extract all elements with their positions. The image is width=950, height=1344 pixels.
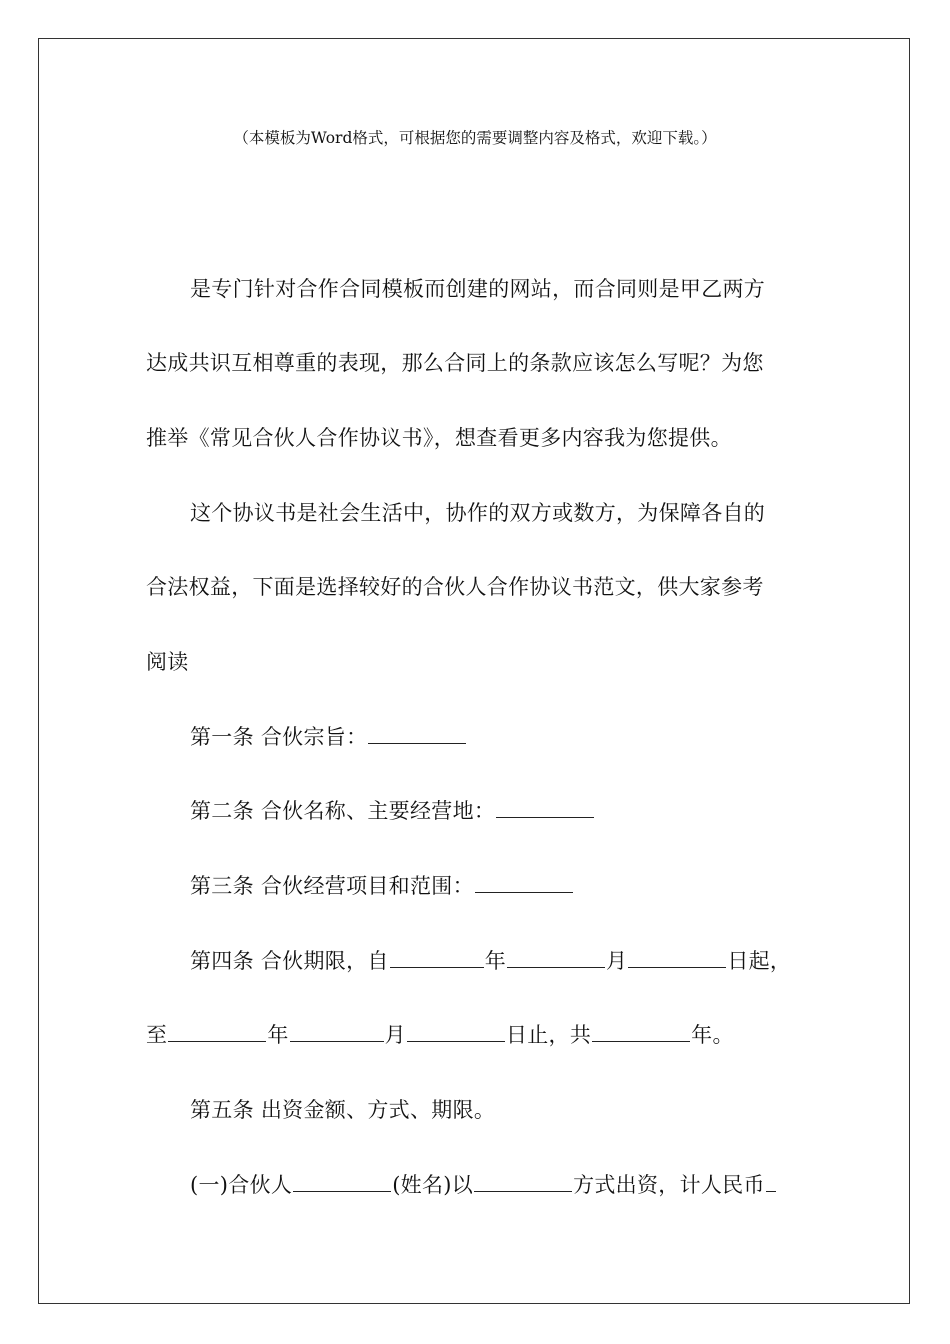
end-year-blank[interactable] (168, 1041, 266, 1042)
partner-label: (一)合伙人 (190, 1173, 293, 1197)
template-note: （本模板为Word格式，可根据您的需要调整内容及格式，欢迎下载。） (233, 129, 717, 147)
article-2-blank[interactable] (496, 817, 594, 818)
article-5: 第五条 出资金额、方式、期限。 (190, 1098, 496, 1122)
intro-line-1: 是专门针对合作合同模板而创建的网站，而合同则是甲乙两方 (190, 277, 766, 301)
article-1-blank[interactable] (368, 743, 466, 744)
amount-blank[interactable] (766, 1191, 776, 1192)
year-label: 年 (484, 949, 506, 973)
end-month-blank[interactable] (290, 1041, 384, 1042)
start-year-blank[interactable] (390, 967, 484, 968)
start-day-blank[interactable] (628, 967, 726, 968)
article-3-blank[interactable] (475, 892, 573, 893)
partner-name-blank[interactable] (293, 1191, 391, 1192)
article-3 (190, 876, 574, 897)
article-2-text: 第二条 合伙名称、主要经营地： (190, 799, 496, 823)
day-start-label: 日起， (727, 949, 792, 973)
article-4-text: 第四条 合伙期限，自 (190, 949, 389, 973)
article-1 (190, 727, 467, 748)
article-5-item-1 (190, 1175, 777, 1196)
start-month-blank[interactable] (507, 967, 605, 968)
to-label: 至 (146, 1023, 168, 1047)
article-4-line-2 (146, 1025, 734, 1046)
month-label: 月 (606, 949, 628, 973)
description-line-2: 合法权益，下面是选择较好的合伙人合作协议书范文，供大家参考 (146, 575, 764, 599)
total-years-blank[interactable] (592, 1041, 690, 1042)
article-2 (190, 801, 595, 822)
article-4-line-1 (190, 951, 791, 972)
description-line-3: 阅读 (146, 650, 189, 674)
contribution-method-blank[interactable] (474, 1191, 572, 1192)
description-line-1: 这个协议书是社会生活中，协作的双方或数方，为保障各自的 (190, 501, 766, 525)
year-end-label: 年。 (691, 1023, 734, 1047)
article-3-text: 第三条 合伙经营项目和范围： (190, 874, 474, 898)
article-1-text: 第一条 合伙宗旨： (190, 725, 368, 749)
day-end-label: 日止，共 (505, 1023, 592, 1047)
end-year-label: 年 (267, 1023, 289, 1047)
end-month-label: 月 (384, 1023, 406, 1047)
intro-line-2: 达成共识互相尊重的表现，那么合同上的条款应该怎么写呢？为您 (146, 351, 764, 375)
name-method-label: (姓名)以 (392, 1173, 474, 1197)
contribution-label: 方式出资，计人民币 (573, 1173, 765, 1197)
intro-line-3: 推举《常见合伙人合作协议书》，想查看更多内容我为您提供。 (146, 426, 732, 450)
end-day-blank[interactable] (407, 1041, 505, 1042)
